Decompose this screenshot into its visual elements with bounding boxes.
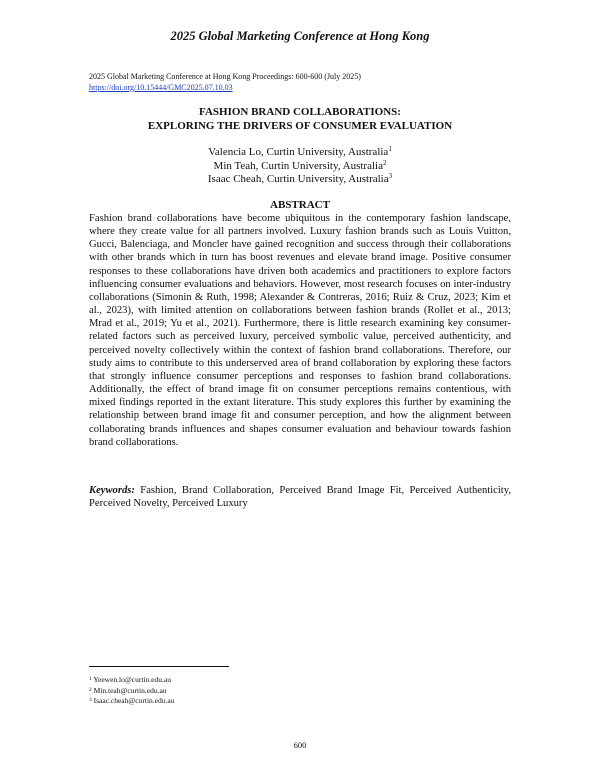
footnote-2 [89, 686, 174, 697]
title-line-2: EXPLORING THE DRIVERS OF CONSUMER EVALUATION [147, 119, 453, 132]
title-line-1: FASHION BRAND COLLABORATIONS: [199, 106, 401, 118]
abstract-body: Fashion brand collaborations have become ubiquitous in the contemporary fashion landscape, where they create value for all partners involved. Luxury fashion brands such as Louis Vuitton, Gucci, Balenciaga, and Moncler have gained recognition and success through their collaborations with other brands which in turn has boost revenues and elevate brand image. Positive consumer responses to these collaborations have driven both academics and practitioners to explore factors influencing consumer evaluations and behaviors. However, most research focuses on inter-industry collaborations (Simonin & Ruth, 1998; Alexander & Contreras, 2016; Ruiz & Cruz, 2023; Kim et al., 2023), with limited attention on collaborations between fashion brands (Rollet et al., 2013; Mrad et al., 2019; Yu et al., 2021). Furthermore, there is little research examining key consumer-related factors such as perceived luxury, perceived symbolic value, perceived authenticity, and perceived novelty collectively within the context of fashion brand collaborations. Therefore, our study aims to contribute to this underserved area of brand collaboration by exploring these factors that strongly influence consumer perceptions and responses to fashion brand collaborations. Additionally, the effect of brand image fit on consumer perceptions remains contentious, with mixed findings reported in the extant literature. This study explores this further by examining the relationship between brand image fit and consumer perception, and how the alignment between collaborating brands influences and shapes consumer evaluation and behaviour towards fashion brand collaborations. [89, 213, 511, 448]
author-3 [0, 173, 600, 187]
paper-title [0, 106, 600, 133]
author-2-text: Min Teah, Curtin University, Australia [213, 159, 383, 172]
author-2-footnote-ref: 2 [382, 158, 387, 167]
author-list [0, 146, 600, 187]
footnote-3-email: Isaac.cheah@curtin.edu.au [93, 696, 175, 705]
page-number: 600 [293, 740, 307, 750]
footnote-3-number: 3 [89, 697, 92, 703]
author-1 [0, 146, 600, 160]
footnote-1-email: Yeewen.lo@curtin.edu.au [93, 675, 171, 684]
doi-link[interactable]: https://doi.org/10.15444/GMC2025.07.10.03 [89, 82, 233, 92]
keywords-label: Keywords: [89, 485, 135, 496]
author-1-text: Valencia Lo, Curtin University, Australia [208, 146, 389, 158]
proceedings-info [89, 72, 361, 93]
footnote-2-number: 2 [89, 686, 92, 693]
author-2 [0, 160, 600, 174]
author-1-footnote-ref: 1 [388, 145, 392, 153]
footnote-1 [89, 675, 174, 686]
footnote-2-email: Min.teah@curtin.edu.au [93, 685, 167, 695]
footnote-3 [89, 696, 174, 707]
author-3-footnote-ref: 3 [388, 172, 393, 180]
conference-header: 2025 Global Marketing Conference at Hong Kong [170, 29, 430, 43]
keywords-text: Fashion, Brand Collaboration, Perceived Brand Image Fit, Perceived Authenticity, Perceived Novelty, Perceived Luxury [89, 485, 511, 510]
author-3-text: Isaac Cheah, Curtin University, Australia [207, 173, 389, 185]
keywords [89, 484, 511, 510]
footnote-divider [89, 666, 229, 667]
abstract-heading: ABSTRACT [270, 199, 330, 211]
footnotes [89, 675, 174, 707]
footnote-1-number: 1 [89, 676, 92, 682]
proceedings-line: 2025 Global Marketing Conference at Hong Kong Proceedings: 600-600 (July 2025) [89, 72, 361, 81]
